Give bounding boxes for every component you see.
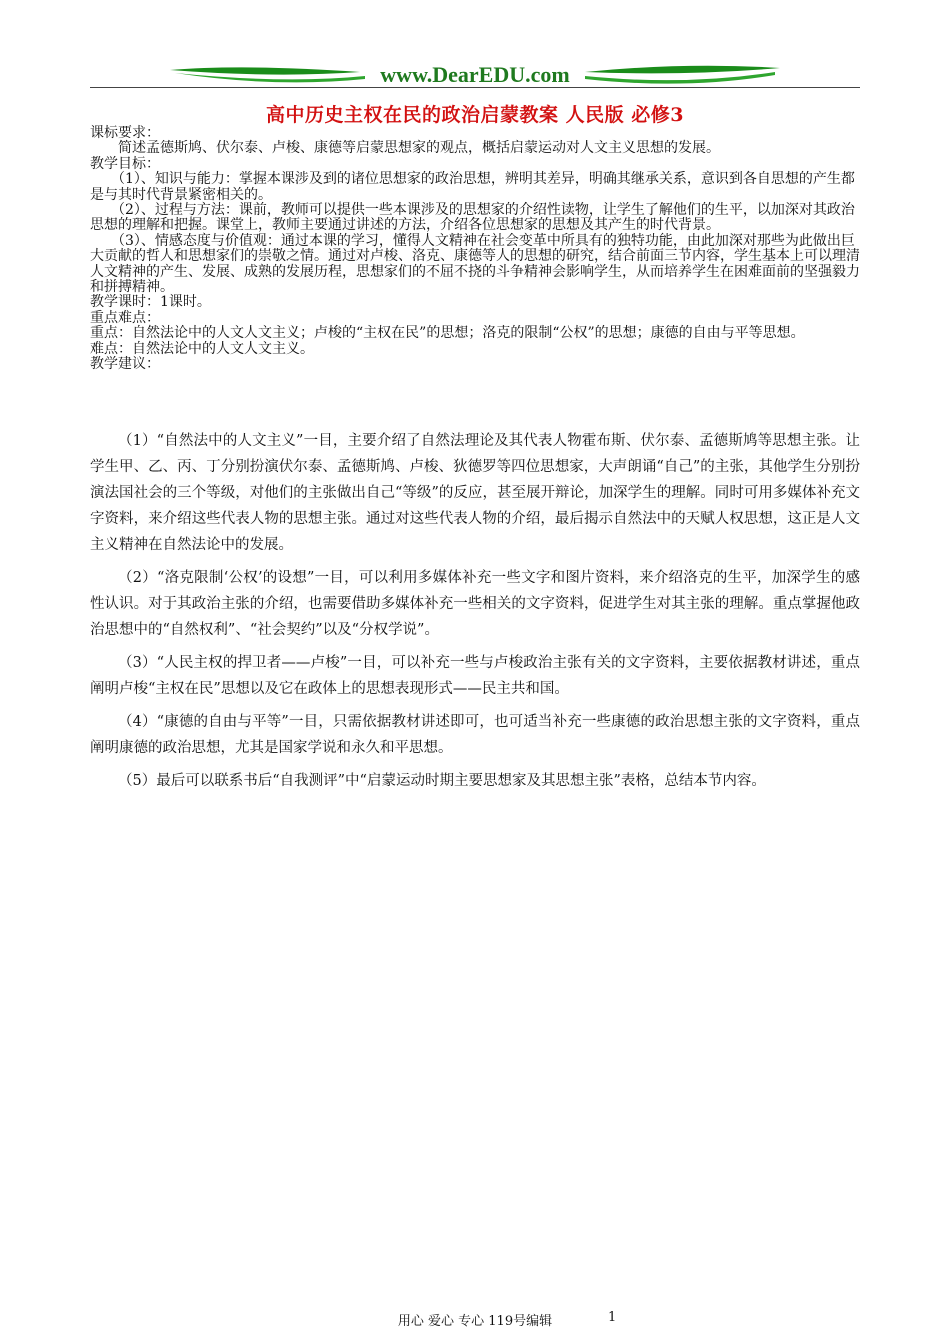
document-title: 高中历史主权在民的政治启蒙教案 人民版 必修3 bbox=[266, 104, 684, 126]
header-divider bbox=[90, 87, 860, 88]
objective-knowledge: （1）、知识与能力：掌握本课涉及到的诸位思想家的政治思想，辨明其差异，明确其继承关系，意识到各自思想的产生都是与其时代背景紧密相关的。 bbox=[90, 171, 855, 203]
objectives-heading: 教学目标： bbox=[90, 155, 160, 172]
difficult-points-text: 难点：自然法论中的人文人文主义。 bbox=[90, 340, 314, 357]
key-points-text: 重点：自然法论中的人文人文主义；卢梭的“主权在民”的思想；洛克的限制“公权”的思想；康德的自由与平等思想。 bbox=[90, 325, 805, 342]
curriculum-heading: 课标要求： bbox=[90, 125, 160, 141]
suggestion-paragraph: （3）“人民主权的捍卫者——卢梭”一目，可以补充一些与卢梭政治主张有关的文字资料，主要依据教材讲述，重点阐明卢梭“主权在民”思想以及它在政体上的思想表现形式——民主共和国。 bbox=[90, 655, 860, 697]
key-points-heading: 重点难点： bbox=[90, 309, 160, 326]
objective-process: （2）、过程与方法：课前，教师可以提供一些本课涉及的思想家的介绍性读物，让学生了解他们的生平，以加深对其政治思想的理解和把握。课堂上，教师主要通过讲述的方法，介绍各位思想家的思想及其产生的时代背景。 bbox=[90, 202, 855, 234]
page-number: 1 bbox=[608, 1310, 617, 1325]
site-logo bbox=[165, 60, 785, 90]
footer-slogan: 用心 爱心 专心 119号编辑 bbox=[397, 1314, 553, 1329]
class-hours: 教学课时：1课时。 bbox=[90, 294, 211, 311]
teaching-suggestions bbox=[90, 428, 860, 801]
suggestion-paragraph: （1）“自然法中的人文主义”一目，主要介绍了自然法理论及其代表人物霍布斯、伏尔泰、孟德斯鸠等思想主张。让学生甲、乙、丙、丁分别扮演伏尔泰、孟德斯鸠、卢梭、狄德罗等四位思想家，大声朗诵“自己”的主张，其他学生分别扮演法国社会的三个等级，对他们的主张做出自己“等级”的反应，甚至展开辩论，加深学生的理解。同时可用多媒体补充文字资料，来介绍这些代表人物的思想主张。通过对这些代表人物的介绍，最后揭示自然法中的天赋人权思想，这正是人文主义精神在自然法论中的发展。 bbox=[90, 433, 860, 553]
lesson-overview bbox=[90, 126, 860, 373]
suggestion-paragraph: （2）“洛克限制‘公权’的设想”一目，可以利用多媒体补充一些文字和图片资料，来介绍洛克的生平，加深学生的感性认识。对于其政治主张的介绍，也需要借助多媒体补充一些相关的文字资料，促进学生对其主张的理解。重点掌握他政治思想中的“自然权利”、“社会契约”以及“分权学说”。 bbox=[90, 570, 860, 638]
logo-swoosh-graphic bbox=[165, 60, 785, 90]
suggestions-heading: 教学建议： bbox=[90, 356, 160, 373]
suggestion-paragraph: （5）最后可以联系书后“自我测评”中“启蒙运动时期主要思想家及其思想主张”表格，总结本节内容。 bbox=[118, 773, 766, 789]
curriculum-text: 简述孟德斯鸠、伏尔泰、卢梭、康德等启蒙思想家的观点，概括启蒙运动对人文主义思想的发展。 bbox=[118, 140, 720, 157]
suggestion-paragraph: （4）“康德的自由与平等”一目，只需依据教材讲述即可，也可适当补充一些康德的政治思想主张的文字资料，重点阐明康德的政治思想，尤其是国家学说和永久和平思想。 bbox=[90, 714, 860, 756]
logo-text: www.DearEDU.com bbox=[380, 62, 570, 87]
objective-attitude: （3）、情感态度与价值观：通过本课的学习，懂得人文精神在社会变革中所具有的独特功能，由此加深对那些为此做出巨大贡献的哲人和思想家们的崇敬之情。通过对卢梭、洛克、康德等人的思想的研究，结合前面三节内容，学生基本上可以理清人文精神的产生、发展、成熟的发展历程，思想家们的不屈不挠的斗争精神会影响学生，从而培养学生在困难面前的坚强毅力和拼搏精神。 bbox=[90, 232, 860, 296]
